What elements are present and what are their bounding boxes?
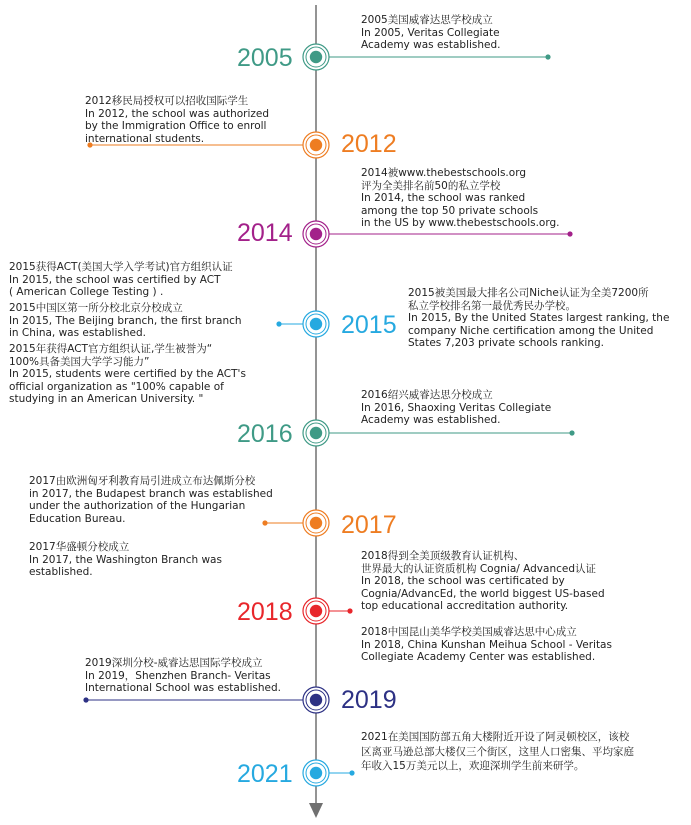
year-node-2016	[303, 420, 329, 446]
year-label-2005: 2005	[237, 44, 293, 72]
event-2015-text-act: 2015获得ACT(美国大学入学考试)官方组织认证 In 2015, the school was certified by ACT ( American College Testing ) .	[9, 261, 233, 298]
connector-dot-2019	[83, 697, 88, 702]
connector-dot-2014	[567, 231, 572, 236]
connector-dot-2005	[545, 54, 550, 59]
year-label-2019: 2019	[341, 686, 397, 714]
event-2015-text-students: 2015年获得ACT官方组织认证,学生被誉为“ 100%具备美国大学学习能力” In 2015, students were certified by the ACT's official organization as "100% capable of studying in an American University. "	[9, 343, 246, 405]
year-label-2012: 2012	[341, 130, 397, 158]
year-label-2017: 2017	[341, 511, 397, 539]
connector-dot-2015	[276, 321, 281, 326]
connector-dot-2021	[349, 770, 354, 775]
event-2021-text: 2021在美国国防部五角大楼附近开设了阿灵顿校区，该校 区离亚马逊总部大楼仅三个街区，这里人口密集、平均家庭 年收入15万美元以上，欢迎深圳学生前来研学。	[361, 731, 634, 772]
event-2018-text-kunshan: 2018中国昆山美华学校美国威睿达思中心成立 In 2018, China Kunshan Meihua School - Veritas Collegiate Academy Center was established.	[361, 626, 612, 663]
year-label-2018: 2018	[237, 598, 293, 626]
year-label-2014: 2014	[237, 219, 293, 247]
year-node-2021	[303, 760, 329, 786]
year-node-2005	[303, 44, 329, 70]
year-node-2018	[303, 598, 329, 624]
connector-dot-2018	[347, 608, 352, 613]
timeline-arrow-icon	[309, 803, 323, 818]
event-2005-text: 2005美国威睿达思学校成立 In 2005, Veritas Collegiate Academy was established.	[361, 14, 501, 51]
event-2014-text: 2014被www.thebestschools.org 评为全美排名前50的私立学校 In 2014, the school was ranked among the top 50 private schools in the US by www.thebestschools.org.	[361, 167, 560, 229]
year-node-2017	[303, 510, 329, 536]
year-label-2015: 2015	[341, 311, 397, 339]
event-2015-text-niche: 2015被美国最大排名公司Niche认证为全美7200所 私立学校排名第一最优秀民办学校。 In 2015, By the United States largest ranking, the company Niche certification among the United States 7,203 private schools ranking.	[408, 287, 670, 349]
year-node-2019	[303, 687, 329, 713]
year-node-2014	[303, 221, 329, 247]
year-node-2012	[303, 132, 329, 158]
year-node-2015	[303, 311, 329, 337]
event-2017-text-washington: 2017华盛顿分校成立 In 2017, the Washington Branch was established.	[29, 541, 222, 578]
event-2019-text: 2019深圳分校-威睿达思国际学校成立 In 2019，Shenzhen Branch- Veritas International School was established.	[85, 657, 281, 694]
event-2017-text-budapest: 2017由欧洲匈牙利教育局引进成立布达佩斯分校 in 2017, the Budapest branch was established under the authorization of the Hungarian Education Bureau.	[29, 475, 273, 525]
year-label-2021: 2021	[237, 760, 293, 788]
event-2012-text: 2012移民局授权可以招收国际学生 In 2012, the school was authorized by the Immigration Office to enroll international students.	[85, 95, 270, 145]
event-2015-text-beijing: 2015中国区第一所分校北京分校成立 In 2015, The Beijing branch, the first branch in China, was established.	[9, 302, 242, 339]
year-label-2016: 2016	[237, 420, 293, 448]
event-2016-text: 2016绍兴威睿达思分校成立 In 2016, Shaoxing Veritas Collegiate Academy was established.	[361, 389, 552, 426]
event-2018-text-cognia: 2018得到全美顶级教育认证机构、 世界最大的认证资质机构 Cognia/ Advanced认证 In 2018, the school was certificated by Cognia/AdvancEd, the world biggest US-based top educational accreditation authority.	[361, 550, 605, 612]
connector-dot-2016	[569, 430, 574, 435]
